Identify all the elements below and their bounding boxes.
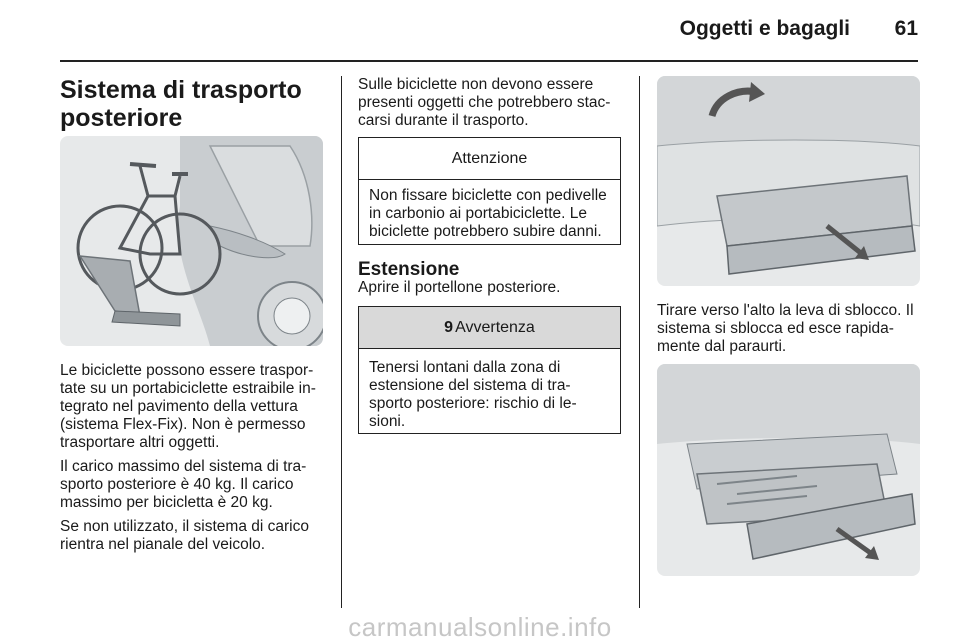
notice-text: Non fissare biciclette con pedivelle in carbonio ai portabiciclette. Le biciclette potrebbero subire danni. [369,187,607,240]
warning-notice [358,306,621,434]
notice-title: Attenzione [359,138,620,180]
col3-caption [657,302,922,362]
warning-header [359,307,620,349]
body-paragraph: Aprire il portellone posteriore. [358,279,561,296]
col1-body [60,362,332,560]
body-paragraph: Tirare verso l'alto la leva di sblocco. Il sistema si sblocca ed esce rapida-mente dal paraurti. [657,302,914,355]
extended-rack-illustration [657,364,920,576]
body-paragraph: Il carico massimo del sistema di tra-sporto posteriore è 40 kg. Il carico massimo per bicicletta è 20 kg. [60,458,307,511]
section-heading: Sistema di trasporto posteriore [60,76,302,132]
body-paragraph: Se non utilizzato, il sistema di carico rientra nel pianale del veicolo. [60,518,309,553]
body-paragraph: Le biciclette possono essere traspor-tate su un portabiciclette estraibile in-tegrato nel pavimento della vettura (sistema Flex-Fix). Non è permesso trasportare altri oggetti. [60,362,316,451]
warning-text: Tenersi lontani dalla zona di estensione del sistema di tra-sporto posteriore: rischio di le-sioni. [369,359,577,430]
watermark: carmanualsonline.info [348,612,612,642]
attention-notice [358,137,621,245]
subsection-heading: Estensione [358,259,460,280]
warning-icon: 9 [444,318,454,336]
column-divider [639,76,640,608]
bike-rack-illustration [60,136,323,346]
header-rule [60,60,918,62]
extended-rack-drawing [657,364,920,576]
release-lever-drawing [657,76,920,286]
page-number: 61 [894,17,918,40]
running-header: Oggetti e bagagli [679,17,850,40]
warning-title: Avvertenza [455,318,535,336]
bike-rack-drawing [60,136,323,346]
col2-intro [358,76,623,136]
column-divider [341,76,342,608]
release-lever-illustration [657,76,920,286]
col2-instruction [358,279,623,303]
body-paragraph: Sulle biciclette non devono essere presenti oggetti che potrebbero stac-carsi durante il trasporto. [358,76,611,129]
